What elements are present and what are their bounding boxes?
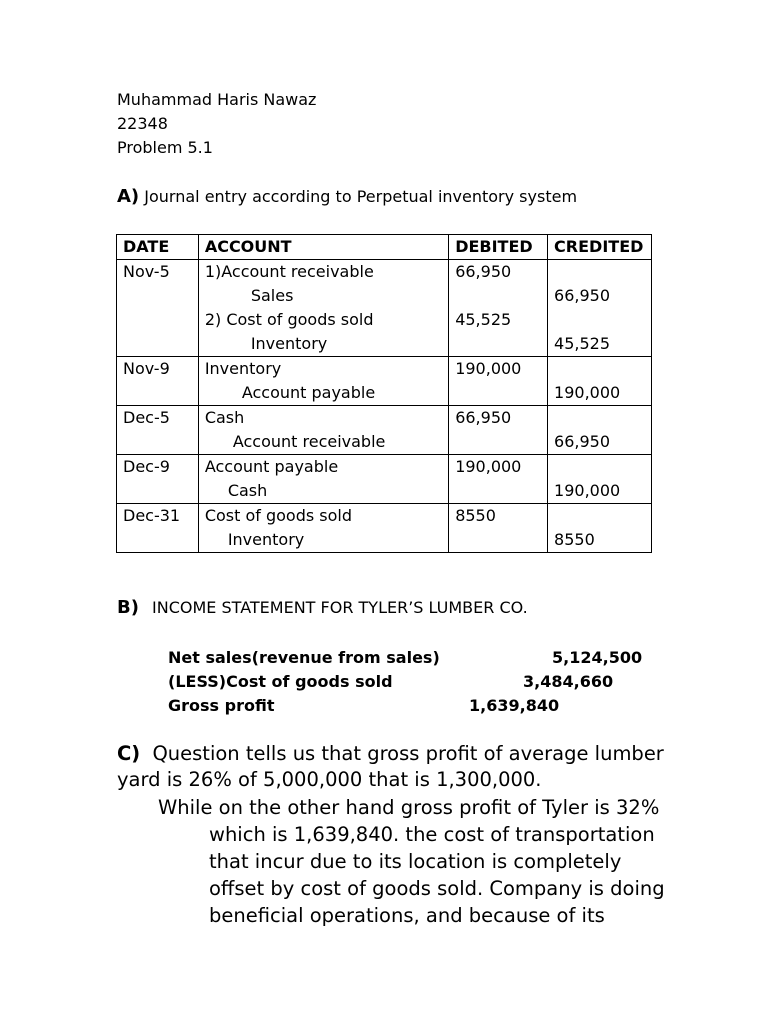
section-a-label: A) bbox=[117, 186, 140, 207]
entry-date: Dec-31 bbox=[117, 504, 199, 553]
gross-profit-value: 1,639,840 bbox=[469, 696, 560, 715]
col-header-date: DATE bbox=[117, 235, 199, 260]
table-row bbox=[117, 406, 652, 455]
entry-debits: 66,950 45,525 bbox=[449, 260, 548, 357]
entry-accounts: Cash Account receivable bbox=[198, 406, 448, 455]
cogs-label: (LESS)Cost of goods sold bbox=[168, 672, 393, 691]
section-c-line-2: yard is 26% of 5,000,000 that is 1,300,000. bbox=[117, 768, 542, 791]
section-c-line-4: which is 1,639,840. the cost of transportation bbox=[209, 823, 655, 846]
entry-debits: 190,000 bbox=[449, 455, 548, 504]
section-c-line-5: that incur due to its location is completely bbox=[209, 850, 622, 873]
problem-number: Problem 5.1 bbox=[117, 138, 213, 157]
table-row bbox=[117, 357, 652, 406]
cogs-value: 3,484,660 bbox=[523, 672, 614, 691]
entry-credits: 66,950 45,525 bbox=[548, 260, 652, 357]
entry-debits: 66,950 bbox=[449, 406, 548, 455]
entry-accounts: Inventory Account payable bbox=[198, 357, 448, 406]
entry-debits: 190,000 bbox=[449, 357, 548, 406]
table-row bbox=[117, 455, 652, 504]
student-name: Muhammad Haris Nawaz bbox=[117, 90, 317, 109]
col-header-credited: CREDITED bbox=[548, 235, 652, 260]
section-c-line-3: While on the other hand gross profit of Tyler is 32% bbox=[158, 796, 660, 819]
entry-accounts: Cost of goods sold Inventory bbox=[198, 504, 448, 553]
table-row bbox=[117, 504, 652, 553]
entry-date: Nov-5 bbox=[117, 260, 199, 357]
net-sales-value: 5,124,500 bbox=[552, 648, 643, 667]
col-header-account: ACCOUNT bbox=[198, 235, 448, 260]
entry-date: Dec-9 bbox=[117, 455, 199, 504]
section-b-heading bbox=[117, 597, 528, 618]
section-b-label: B) bbox=[117, 597, 139, 618]
entry-date: Dec-5 bbox=[117, 406, 199, 455]
entry-date: Nov-9 bbox=[117, 357, 199, 406]
entry-credits: 190,000 bbox=[548, 455, 652, 504]
section-a-title: Journal entry according to Perpetual inventory system bbox=[144, 187, 578, 206]
section-b-title: INCOME STATEMENT FOR TYLER’S LUMBER CO. bbox=[152, 598, 528, 617]
net-sales-label: Net sales(revenue from sales) bbox=[168, 648, 440, 667]
section-c-line-6: offset by cost of goods sold. Company is doing bbox=[209, 877, 665, 900]
journal-table bbox=[116, 234, 652, 553]
section-a-heading bbox=[117, 186, 577, 207]
section-c-line-1: C) Question tells us that gross profit of average lumber bbox=[117, 742, 664, 765]
entry-credits: 66,950 bbox=[548, 406, 652, 455]
entry-accounts: Account payable Cash bbox=[198, 455, 448, 504]
entry-credits: 190,000 bbox=[548, 357, 652, 406]
entry-credits: 8550 bbox=[548, 504, 652, 553]
entry-debits: 8550 bbox=[449, 504, 548, 553]
section-c-line-7: beneficial operations, and because of its bbox=[209, 904, 605, 927]
section-c-label: C) bbox=[117, 742, 141, 765]
gross-profit-label: Gross profit bbox=[168, 696, 275, 715]
col-header-debited: DEBITED bbox=[449, 235, 548, 260]
journal-header-row bbox=[117, 235, 652, 260]
table-row bbox=[117, 260, 652, 357]
student-id: 22348 bbox=[117, 114, 168, 133]
entry-accounts: 1)Account receivable Sales 2) Cost of goods sold Inventory bbox=[198, 260, 448, 357]
